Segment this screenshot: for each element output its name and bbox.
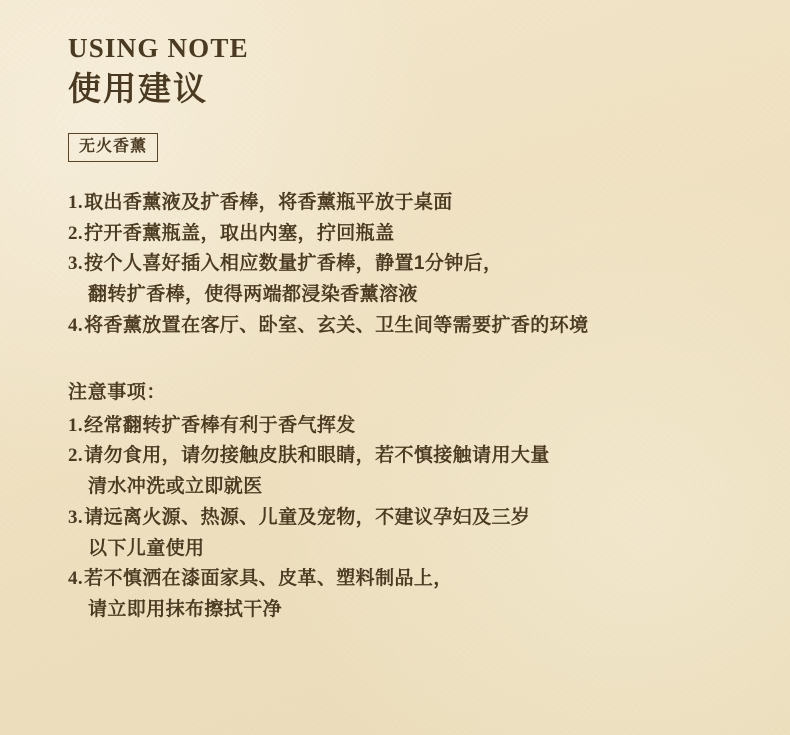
list-item-continuation-text: 以下儿童使用	[88, 537, 205, 559]
list-item-continuation-text: 清水冲洗或立即就医	[88, 476, 263, 498]
list-item-number: 2.	[68, 445, 84, 467]
list-item-continuation	[68, 595, 738, 626]
list-item-text: 取出香薰液及扩香棒，将香薰瓶平放于桌面	[84, 191, 453, 213]
list-item	[68, 411, 738, 442]
list-item	[68, 311, 738, 342]
list-item	[68, 219, 738, 250]
status-badge: 无火香薰	[68, 133, 158, 162]
notes-section	[68, 378, 738, 626]
list-item	[68, 249, 738, 280]
list-item	[68, 188, 738, 219]
page-title-english: USING NOTE	[68, 33, 249, 63]
page-header	[68, 34, 738, 109]
badge-row	[68, 133, 738, 162]
list-item-text: 经常翻转扩香棒有利于香气挥发	[84, 414, 356, 436]
list-item-text: 按个人喜好插入相应数量扩香棒，静置1分钟后，	[84, 253, 503, 275]
list-item-number: 4.	[68, 315, 84, 336]
list-item-continuation	[68, 280, 738, 311]
page-title-chinese: 使用建议	[68, 69, 208, 107]
list-item-text: 若不慎洒在漆面家具、皮革、塑料制品上，	[84, 568, 453, 590]
list-item-continuation-text: 翻转扩香棒，使得两端都浸染香薰溶液	[88, 284, 418, 306]
list-item	[68, 503, 738, 534]
list-item	[68, 441, 738, 472]
list-item-text: 请勿食用，请勿接触皮肤和眼睛，若不慎接触请用大量	[84, 445, 550, 467]
list-item-continuation-text: 请立即用抹布擦拭干净	[88, 599, 283, 621]
list-item-number: 1.	[68, 191, 84, 213]
list-item-number: 1.	[68, 414, 84, 436]
list-item-number: 3.	[68, 506, 84, 528]
list-item-text: 拧开香薰瓶盖，取出内塞，拧回瓶盖	[84, 222, 395, 244]
content-wrapper	[68, 34, 738, 626]
list-item-text: 请远离火源、热源、儿童及宠物，不建议孕妇及三岁	[84, 506, 531, 528]
list-item-number: 4.	[68, 568, 84, 590]
list-item-continuation	[68, 472, 738, 503]
instructions-list	[68, 188, 738, 342]
list-item-number: 3.	[68, 253, 84, 275]
list-item-continuation	[68, 534, 738, 565]
section-divider	[68, 342, 738, 378]
list-item	[68, 564, 738, 595]
list-item-text: 将香薰放置在客厅、卧室、玄关、卫生间等需要扩香的环境	[84, 315, 589, 336]
notes-heading: 注意事项：	[68, 381, 167, 403]
list-item-number: 2.	[68, 222, 84, 244]
